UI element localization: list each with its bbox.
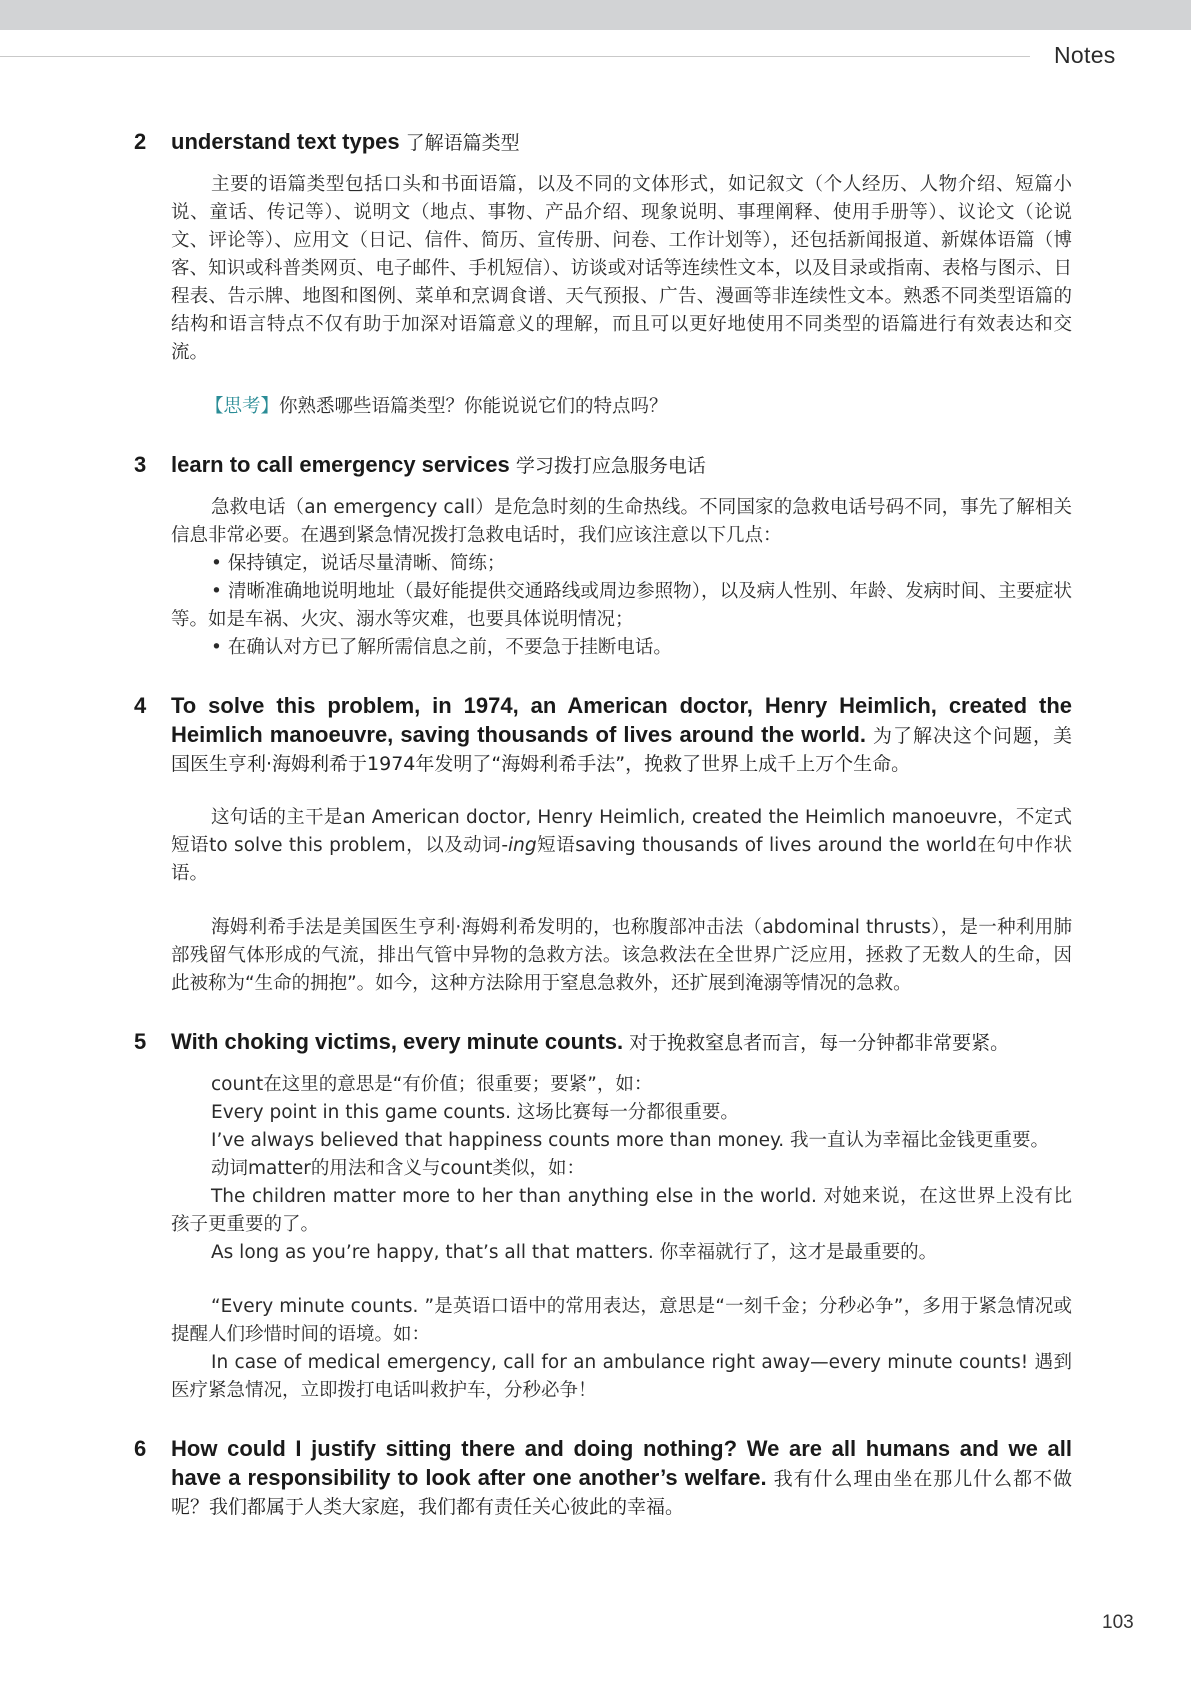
think-text: 你熟悉哪些语篇类型？你能说说它们的特点吗？ (279, 396, 668, 417)
para-text: 短语saving thousands of lives around the world在句中作状语。 (171, 835, 1072, 884)
note-heading-zh: 了解语篇类型 (405, 132, 520, 154)
note-heading-zh: 对于挽救窒息者而言，每一分钟都非常要紧。 (629, 1032, 1010, 1054)
bullet-dot-icon: • (211, 581, 222, 602)
example-line: count在这里的意思是“有价值；很重要；要紧”，如： (211, 1074, 653, 1095)
note-heading-zh: 我有什么理由坐在那儿什么都不做呢？我们都属于人类大家庭，我们都有责任关心彼此的幸福。 (171, 1468, 1072, 1518)
note-number: 3 (134, 452, 147, 477)
note-paragraph: 海姆利希手法是美国医生亨利·海姆利希发明的，也称腹部冲击法（abdominal thrusts），是一种利用肺部残留气体形成的气流，排出气管中异物的急救方法。该急救法在全世界广泛应用，拯救了无数人的生命，因此被称为“生命的拥抱”。如今，这种方法除用于窒息急救外，还扩展到淹溺等情况的急救。 (171, 917, 1072, 994)
note-heading-zh: 学习拨打应急服务电话 (515, 455, 706, 477)
bullet-dot-icon: • (211, 553, 222, 574)
bullet-item (171, 634, 1072, 662)
bullet-item (171, 550, 1072, 578)
example-line: I’ve always believed that happiness counts more than money. 我一直认为幸福比金钱更重要。 (211, 1130, 1050, 1151)
note-3 (134, 451, 1072, 662)
note-number: 4 (134, 693, 147, 718)
example-line: The children matter more to her than anything else in the world. 对她来说，在这世界上没有比孩子更重要的了。 (171, 1186, 1072, 1235)
bullet-text: 在确认对方已了解所需信息之前，不要急于挂断电话。 (227, 637, 672, 658)
section-header-label: Notes (1054, 42, 1116, 68)
header-rule (0, 56, 1030, 57)
note-number: 2 (134, 129, 147, 154)
note-heading (171, 1435, 1072, 1521)
note-heading-en: With choking victims, every minute counts. (171, 1029, 624, 1054)
bullet-dot-icon: • (211, 637, 222, 658)
note-paragraph: 急救电话（an emergency call）是危急时刻的生命热线。不同国家的急救电话号码不同，事先了解相关信息非常必要。在遇到紧急情况拨打急救电话时，我们应该注意以下几点： (171, 497, 1072, 546)
para-text: 这句话的主干是an American doctor, Henry Heimlich, created the Heimlich manoeuvre，不定式短语to solve this problem，以及动词- (171, 807, 1072, 856)
spacer (171, 1267, 1072, 1293)
notes-content (134, 128, 1072, 1551)
top-bar (0, 0, 1191, 30)
note-heading-en: How could I justify sitting there and doing nothing? We are all humans and we all have a responsibility to look after one another’s welfare. (171, 1436, 1072, 1490)
note-4 (134, 692, 1072, 998)
note-heading (171, 1028, 1072, 1057)
note-5 (134, 1028, 1072, 1405)
italic-ing: ing (508, 835, 537, 856)
note-paragraph: “Every minute counts. ”是英语口语中的常用表达，意思是“一刻千金；分秒必争”，多用于紧急情况或提醒人们珍惜时间的语境。如： (171, 1296, 1072, 1345)
example-line: 动词matter的用法和含义与count类似，如： (211, 1158, 586, 1179)
note-heading (171, 451, 1072, 480)
bullet-text: 清晰准确地说明地址（最好能提供交通路线或周边参照物），以及病人性别、年龄、发病时间、主要症状等。如是车祸、火灾、溺水等灾难，也要具体说明情况； (171, 581, 1072, 630)
example-line: Every point in this game counts. 这场比赛每一分都很重要。 (211, 1102, 739, 1123)
note-paragraph: 主要的语篇类型包括口头和书面语篇，以及不同的文体形式，如记叙文（个人经历、人物介绍、短篇小说、童话、传记等）、说明文（地点、事物、产品介绍、现象说明、事理阐释、使用手册等）、议论文（论说文、评论等）、应用文（日记、信件、简历、宣传册、问卷、工作计划等），还包括新闻报道、新媒体语篇（博客、知识或科普类网页、电子邮件、手机短信）、访谈或对话等连续性文本，以及目录或指南、表格与图示、日程表、告示牌、地图和图例、菜单和烹调食谱、天气预报、广告、漫画等非连续性文本。熟悉不同类型语篇的结构和语言特点不仅有助于加深对语篇意义的理解，而且可以更好地使用不同类型的语篇进行有效表达和交流。 (171, 174, 1072, 363)
think-tag: 【思考】 (205, 396, 280, 417)
note-number: 5 (134, 1029, 147, 1054)
note-heading (171, 128, 1072, 157)
think-prompt (171, 393, 1072, 421)
example-line: As long as you’re happy, that’s all that matters. 你幸福就行了，这才是最重要的。 (211, 1242, 938, 1263)
note-6 (134, 1435, 1072, 1521)
note-heading-en: learn to call emergency services (171, 452, 510, 477)
bullet-item (171, 578, 1072, 634)
note-heading (171, 692, 1072, 778)
note-heading-zh: 为了解决这个问题，美国医生亨利·海姆利希于1974年发明了“海姆利希手法”，挽救了世界上成千上万个生命。 (171, 725, 1073, 775)
example-line: In case of medical emergency, call for an ambulance right away—every minute counts! 遇到医疗紧急情况，立即拨打电话叫救护车，分秒必争！ (171, 1352, 1072, 1401)
bullet-text: 保持镇定，说话尽量清晰、简练； (227, 553, 506, 574)
page-number: 103 (1102, 1612, 1134, 1633)
note-heading-en: To solve this problem, in 1974, an American doctor, Henry Heimlich, created the Heimlich manoeuvre, saving thousands of lives around the world. (171, 693, 1072, 747)
note-2 (134, 128, 1072, 421)
note-heading-en: understand text types (171, 129, 400, 154)
note-paragraph (171, 804, 1072, 888)
note-number: 6 (134, 1436, 147, 1461)
